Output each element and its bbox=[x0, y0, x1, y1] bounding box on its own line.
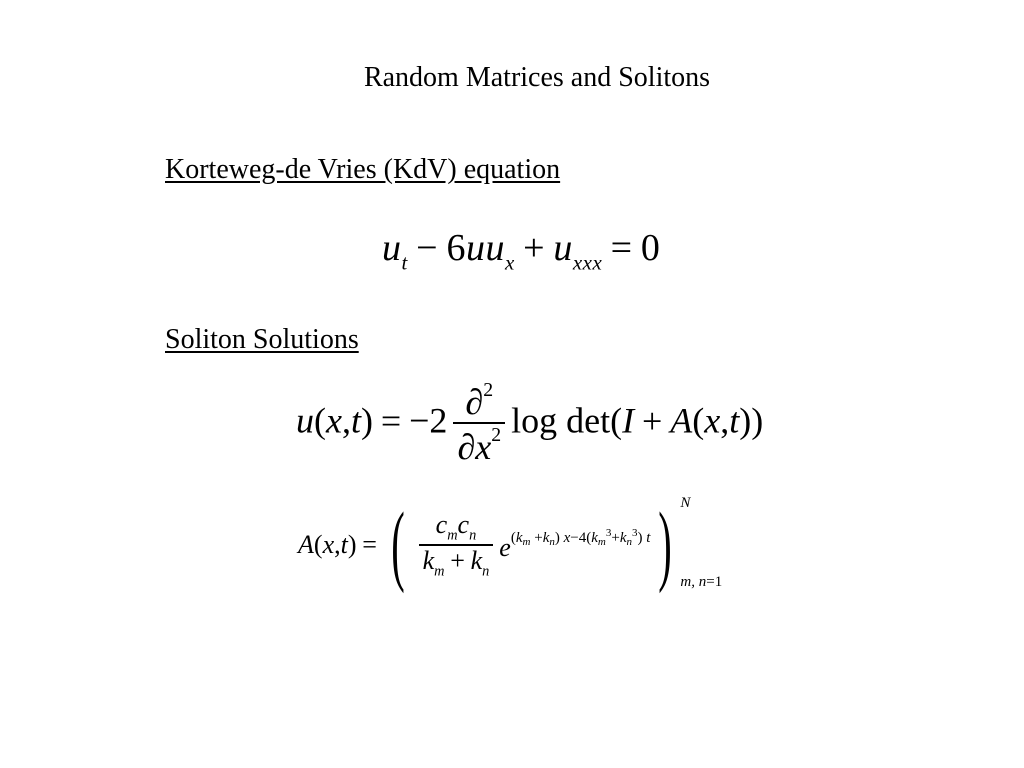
slide-title: Random Matrices and Solitons bbox=[363, 62, 711, 93]
kdv-heading: Korteweg-de Vries (KdV) equation bbox=[165, 154, 561, 185]
matrix-entry-fraction: $\frac{c_mc_n}{k_m + k_n}$ bbox=[419, 511, 494, 580]
left-paren: ( bbox=[390, 495, 405, 594]
right-paren: ) bbox=[658, 495, 673, 594]
soliton-heading: Soliton Solutions bbox=[165, 324, 359, 355]
soliton-solution-equation: u(x,t) = −2 $\frac{\partial^2}{\partial x^2}$ log det(I + A(x,t)) bbox=[296, 379, 764, 468]
exponent: (km +kn) x−4(km3+kn3) t bbox=[510, 527, 651, 548]
kdv-equation: $u_t - 6uu_x + u_{xxx} = 0$ bbox=[382, 227, 661, 275]
second-derivative-fraction: $\frac{\partial^2}{\partial x^2}$ bbox=[453, 380, 505, 469]
matrix-index-limits: N m, n=1 bbox=[680, 495, 723, 590]
matrix-definition-equation: A(x,t) = ( $\frac{c_mc_n}{k_m + k_n}$ $e^{(k_m +k_n) x-4(k_m^3+k_n^3) t}$ ) N m, n=1 bbox=[298, 495, 740, 595]
